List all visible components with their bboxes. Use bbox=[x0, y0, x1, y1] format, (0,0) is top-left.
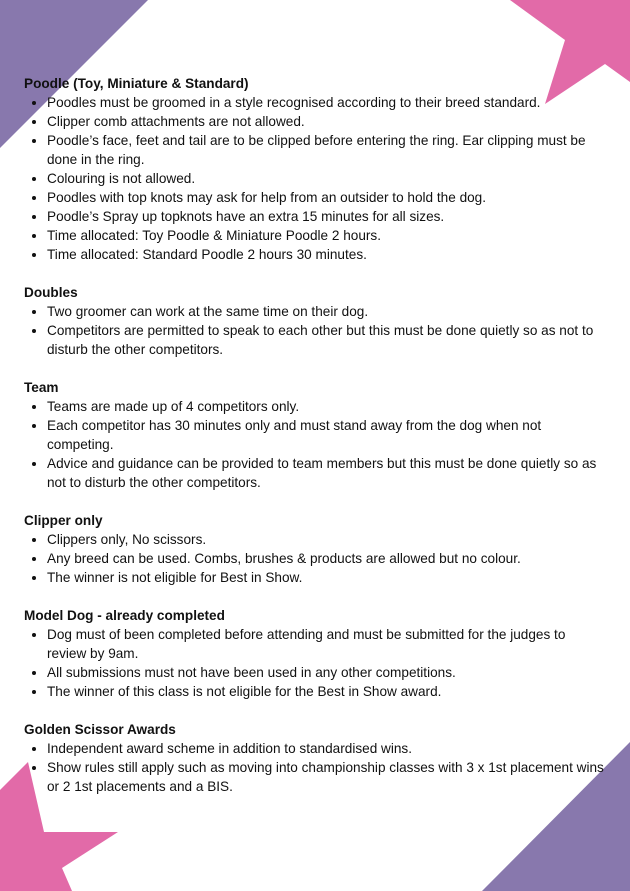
section-doubles bbox=[24, 283, 608, 359]
list-item: • Time allocated: Toy Poodle & Miniature Poodle 2 hours. bbox=[47, 226, 608, 245]
rules-list bbox=[24, 93, 608, 264]
section-title: Model Dog - already completed bbox=[24, 608, 225, 623]
section-clipper-only bbox=[24, 511, 608, 587]
rules-document bbox=[24, 74, 608, 815]
list-item: • The winner is not eligible for Best in Show. bbox=[47, 568, 608, 587]
list-item: • Dog must of been completed before attending and must be submitted for the judges to review by 9am. bbox=[47, 625, 608, 663]
section-title: Clipper only bbox=[24, 513, 103, 528]
list-item: • Teams are made up of 4 competitors only. bbox=[47, 397, 608, 416]
section-model-dog bbox=[24, 606, 608, 701]
section-team bbox=[24, 378, 608, 492]
rules-list bbox=[24, 739, 608, 796]
list-item: • Two groomer can work at the same time on their dog. bbox=[47, 302, 608, 321]
list-item: • Competitors are permitted to speak to each other but this must be done quietly so as not to disturb the other competitors. bbox=[47, 321, 608, 359]
list-item: • All submissions must not have been used in any other competitions. bbox=[47, 663, 608, 682]
list-item: • Clipper comb attachments are not allowed. bbox=[47, 112, 608, 131]
list-item: • Poodle’s face, feet and tail are to be clipped before entering the ring. Ear clipping must be done in the ring. bbox=[47, 131, 608, 169]
rules-list bbox=[24, 625, 608, 701]
section-poodle bbox=[24, 74, 608, 264]
list-item: • Independent award scheme in addition to standardised wins. bbox=[47, 739, 608, 758]
list-item: • Poodles with top knots may ask for help from an outsider to hold the dog. bbox=[47, 188, 608, 207]
section-title: Poodle (Toy, Miniature & Standard) bbox=[24, 76, 249, 91]
list-item: • Poodle’s Spray up topknots have an extra 15 minutes for all sizes. bbox=[47, 207, 608, 226]
list-item: • Poodles must be groomed in a style recognised according to their breed standard. bbox=[47, 93, 608, 112]
rules-list bbox=[24, 302, 608, 359]
section-golden-scissor bbox=[24, 720, 608, 796]
list-item: • Colouring is not allowed. bbox=[47, 169, 608, 188]
list-item: • Show rules still apply such as moving into championship classes with 3 x 1st placement wins or 2 1st placements and a BIS. bbox=[47, 758, 608, 796]
list-item: • Each competitor has 30 minutes only and must stand away from the dog when not competing. bbox=[47, 416, 608, 454]
section-title: Team bbox=[24, 380, 59, 395]
list-item: • Advice and guidance can be provided to team members but this must be done quietly so as not to disturb the other competitors. bbox=[47, 454, 608, 492]
section-title: Doubles bbox=[24, 285, 78, 300]
rules-list bbox=[24, 530, 608, 587]
list-item: • Time allocated: Standard Poodle 2 hours 30 minutes. bbox=[47, 245, 608, 264]
list-item: • Any breed can be used. Combs, brushes & products are allowed but no colour. bbox=[47, 549, 608, 568]
list-item: • The winner of this class is not eligible for the Best in Show award. bbox=[47, 682, 608, 701]
list-item: • Clippers only, No scissors. bbox=[47, 530, 608, 549]
rules-list bbox=[24, 397, 608, 492]
section-title: Golden Scissor Awards bbox=[24, 722, 176, 737]
